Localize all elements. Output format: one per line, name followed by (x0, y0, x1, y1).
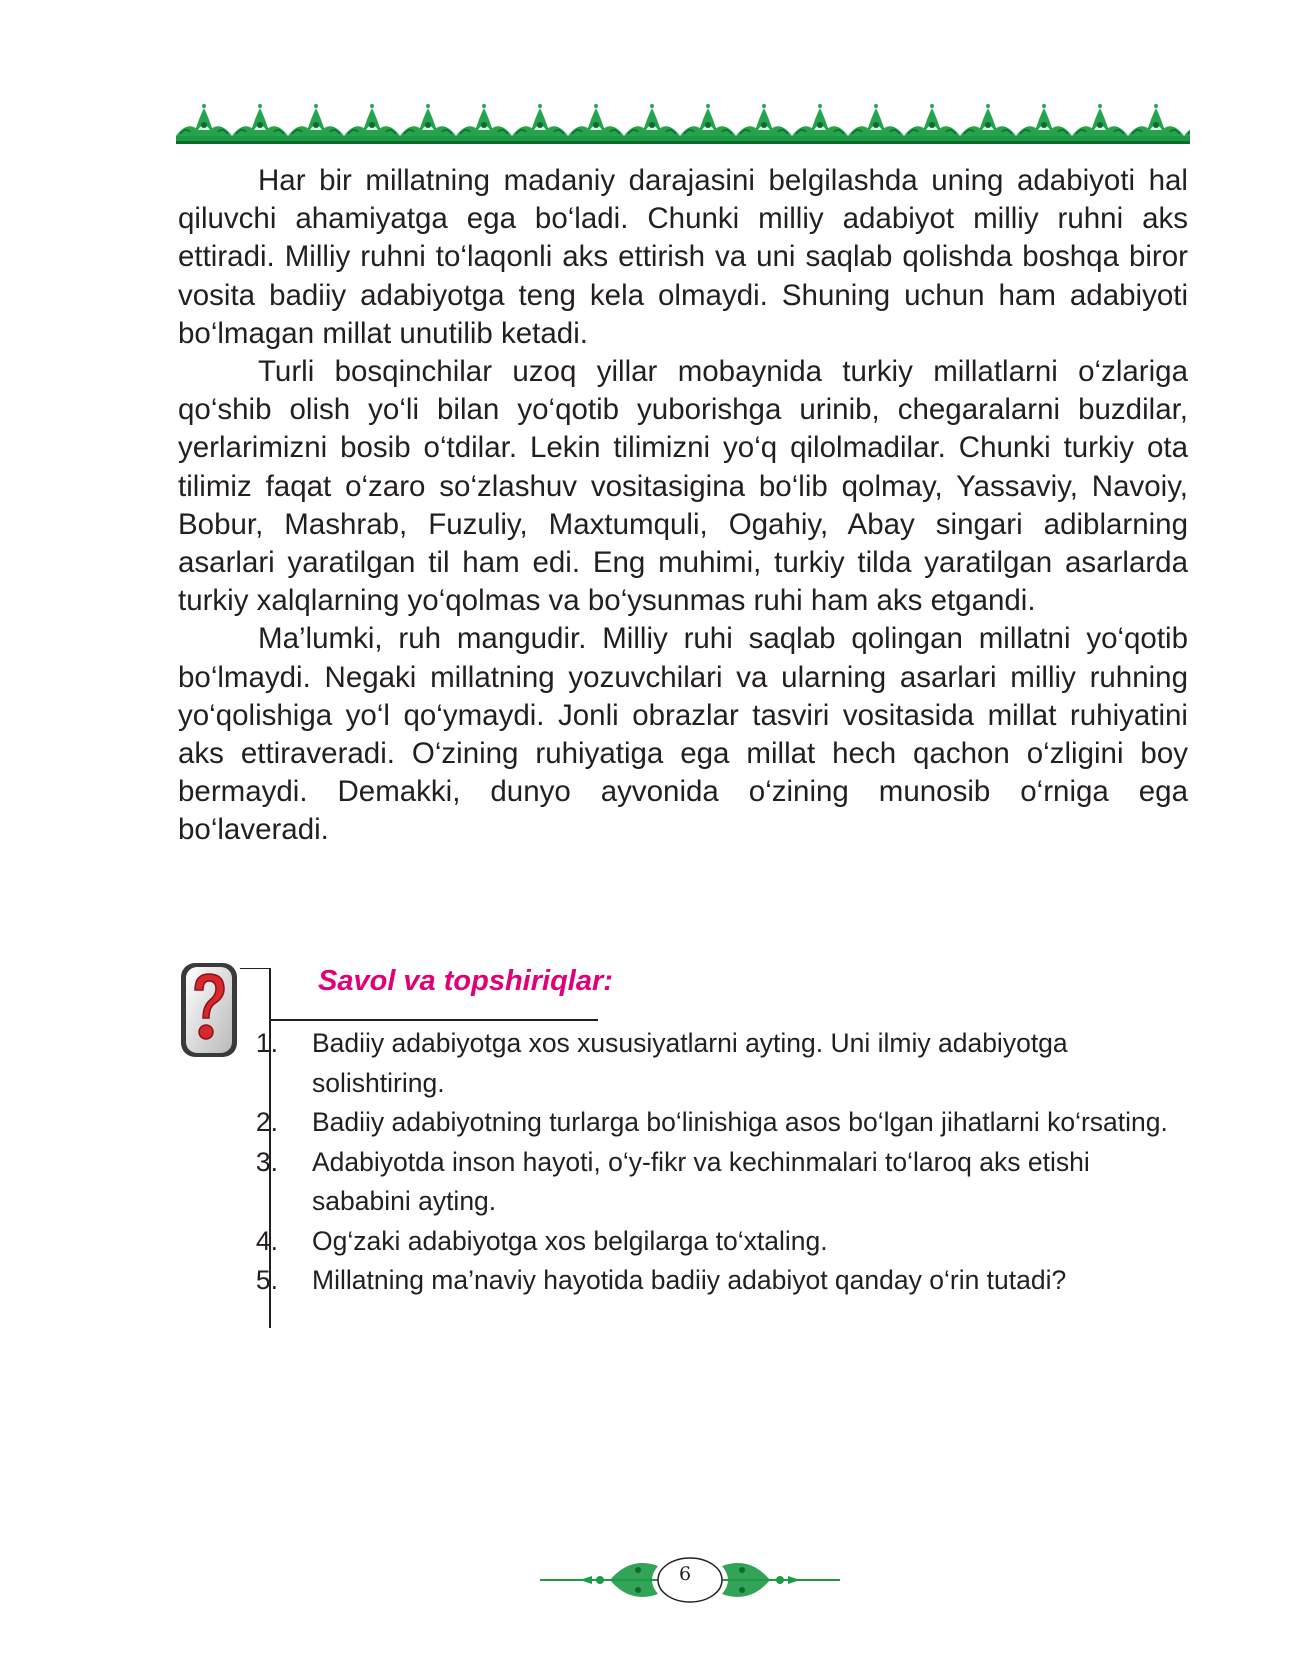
header-ornament (176, 100, 1190, 152)
question-number: 2. (255, 1107, 278, 1137)
page-number: 6 (678, 1563, 692, 1585)
question-number: 5. (255, 1265, 278, 1295)
question-text: Og‘zaki adabiyotga xos belgilarga to‘xtaling. (312, 1225, 828, 1256)
question-text: Badiiy adabiyotning turlarga bo‘linishiga asos bo‘lgan jihatlarni ko‘rsating. (312, 1107, 1168, 1137)
question-text: Badiiy adabiyotga xos xususiyatlarni ayting. Uni ilmiy adabiyotga solishtiring. (312, 1028, 1068, 1098)
paragraph-1: Har bir millatning madaniy darajasini belgilashda uning adabiyoti hal qiluvchi ahamiyatga ega bo‘ladi. Chunki milliy adabiyot milliy ruhni aks ettiradi. Milliy ruhni to‘laqonli aks ettirish va uni saqlab qolishda boshqa biror vosita badiiy adabiyotga teng kela olmaydi. Shuning uchun ham adabiyoti bo‘lmagan millat unutilib ketadi. (178, 164, 1188, 350)
question-mark-icon (178, 960, 240, 1060)
question-text: Millatning ma’naviy hayotida badiiy adabiyot qanday o‘rin tutadi? (312, 1265, 1067, 1295)
question-number: 4. (255, 1225, 278, 1256)
question-item (240, 1143, 1200, 1222)
paragraph-2: Turli bosqinchilar uzoq yillar mobaynida turkiy millatlarni o‘zlariga qo‘shib olish yo‘li bilan yo‘qotib yuborishga urinib, chegaralarni buzdilar, yerlarimizni bosib o‘tdilar. Lekin tilimizni yo‘q qilolmadilar. Chunki turkiy ota tilimiz faqat o‘zaro so‘zlashuv vositasigina bo‘lib qolmay, Yassaviy, Navoiy, Bobur, Mashrab, Fuzuliy, Maxtumquli, Ogahiy, Abay singari adiblarning asarlari yaratilgan til ham edi. Eng muhimi, turkiy tilda yaratilgan asarlarda turkiy xalqlarning yo‘qolmas va bo‘ysunmas ruhi ham aks etgandi. (178, 355, 1188, 618)
questions-title: Savol va topshiriqlar: (318, 965, 613, 997)
question-item (240, 1024, 1200, 1103)
question-item (240, 1103, 1200, 1143)
question-item (240, 1222, 1200, 1262)
question-number: 1. (255, 1028, 278, 1058)
body-text (178, 162, 1188, 850)
question-number: 3. (255, 1146, 278, 1177)
question-item (240, 1261, 1200, 1301)
paragraph-3: Ma’lumki, ruh mangudir. Milliy ruhi saqlab qolingan millatni yo‘qotib bo‘lmaydi. Negaki millatning yozuvchilari va ularning asarlari milliy ruhning yo‘qolishiga yo‘l qo‘ymaydi. Jonli obrazlar tasviri vositasida millat ruhiyatini aks ettiraveradi. O‘zining ruhiyatiga ega millat hech qachon o‘zligini boy bermaydi. Demakki, dunyo ayvonida o‘zining munosib o‘rniga ega bo‘laveradi. (178, 622, 1188, 847)
questions-list (240, 1024, 1200, 1301)
question-text: Adabiyotda inson hayoti, o‘y-fikr va kechinmalari to‘laroq aks etishi sababini ayting. (312, 1146, 1090, 1216)
